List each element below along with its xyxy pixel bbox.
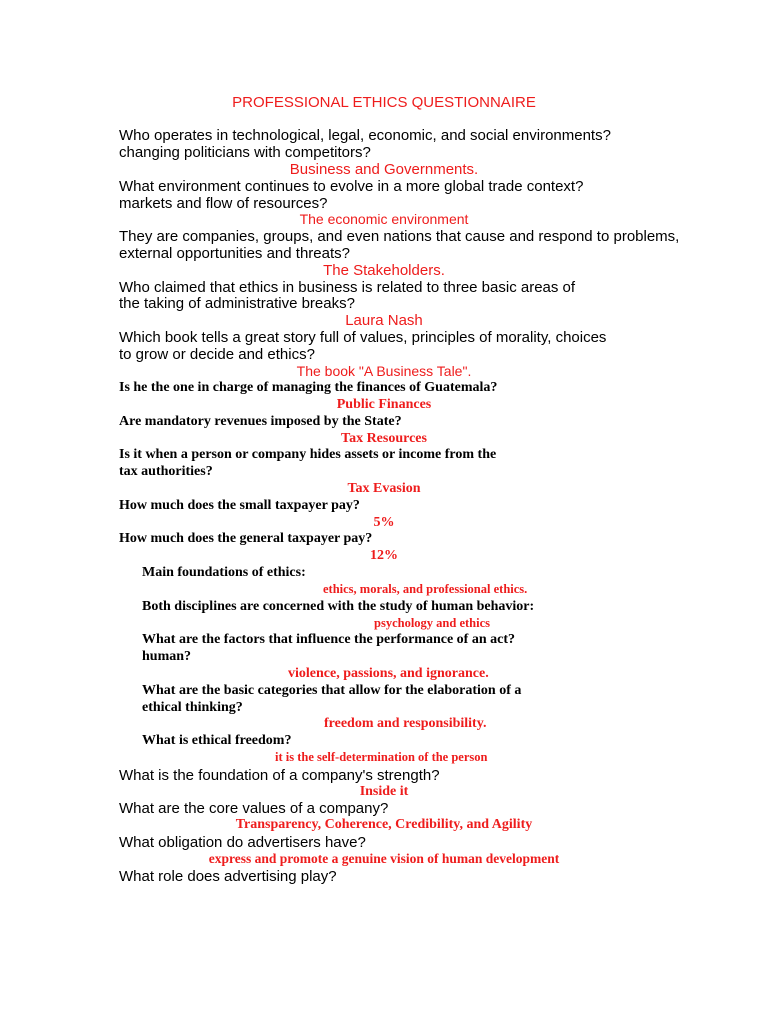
page-title: PROFESSIONAL ETHICS QUESTIONNAIRE <box>232 94 536 111</box>
answer-text: ethics, morals, and professional ethics. <box>323 582 528 596</box>
question-text: external opportunities and threats? <box>119 245 350 262</box>
question-text: What are the factors that influence the performance of an act? <box>142 632 515 647</box>
question-text: Both disciplines are concerned with the study of human behavior: <box>142 599 535 614</box>
answer-text: it is the self-determination of the person <box>275 750 488 764</box>
answer-text: psychology and ethics <box>374 616 490 630</box>
answer-text: Laura Nash <box>345 312 423 329</box>
answer-text: freedom and responsibility. <box>324 716 487 731</box>
question-text: Who operates in technological, legal, economic, and social environments? <box>119 127 611 144</box>
answer-text: The book "A Business Tale". <box>296 363 472 379</box>
question-text: tax authorities? <box>119 464 213 479</box>
question-text: markets and flow of resources? <box>119 195 328 212</box>
question-text: They are companies, groups, and even nations that cause and respond to problems, <box>119 228 680 245</box>
question-text: Which book tells a great story full of values, principles of morality, choices <box>119 329 607 346</box>
answer-text: The Stakeholders. <box>323 262 445 279</box>
question-text: How much does the general taxpayer pay? <box>119 531 373 546</box>
answer-text: 5% <box>373 515 395 530</box>
question-text: Are mandatory revenues imposed by the State? <box>119 414 402 429</box>
question-text: What are the basic categories that allow for the elaboration of a <box>142 683 522 698</box>
answer-text: Business and Governments. <box>289 161 479 178</box>
question-text: to grow or decide and ethics? <box>119 346 315 363</box>
question-text: Who claimed that ethics in business is related to three basic areas of <box>119 279 576 296</box>
question-text: changing politicians with competitors? <box>119 144 371 161</box>
question-text: ethical thinking? <box>142 700 243 715</box>
answer-text: Public Finances <box>336 397 432 412</box>
question-text: What is ethical freedom? <box>142 733 292 748</box>
answer-text: express and promote a genuine vision of human development <box>208 851 560 866</box>
answer-text: Inside it <box>359 784 409 799</box>
question-text: What are the core values of a company? <box>119 800 389 817</box>
answer-text: Tax Evasion <box>347 481 421 496</box>
question-text: Is it when a person or company hides assets or income from the <box>119 447 497 462</box>
answer-text: 12% <box>370 548 398 563</box>
question-text: What is the foundation of a company's strength? <box>119 767 440 784</box>
answer-text: Tax Resources <box>341 431 427 446</box>
question-text: human? <box>142 649 192 664</box>
question-text: the taking of administrative breaks? <box>119 295 355 312</box>
question-text: Is he the one in charge of managing the finances of Guatemala? <box>119 380 498 395</box>
answer-text: violence, passions, and ignorance. <box>288 666 489 681</box>
answer-text: The economic environment <box>299 211 469 227</box>
question-text: How much does the small taxpayer pay? <box>119 498 360 513</box>
answer-text: Transparency, Coherence, Credibility, and Agility <box>235 817 533 832</box>
question-text: Main foundations of ethics: <box>142 565 306 580</box>
question-text: What environment continues to evolve in a more global trade context? <box>119 178 584 195</box>
question-text: What role does advertising play? <box>119 868 337 885</box>
question-text: What obligation do advertisers have? <box>119 834 366 851</box>
